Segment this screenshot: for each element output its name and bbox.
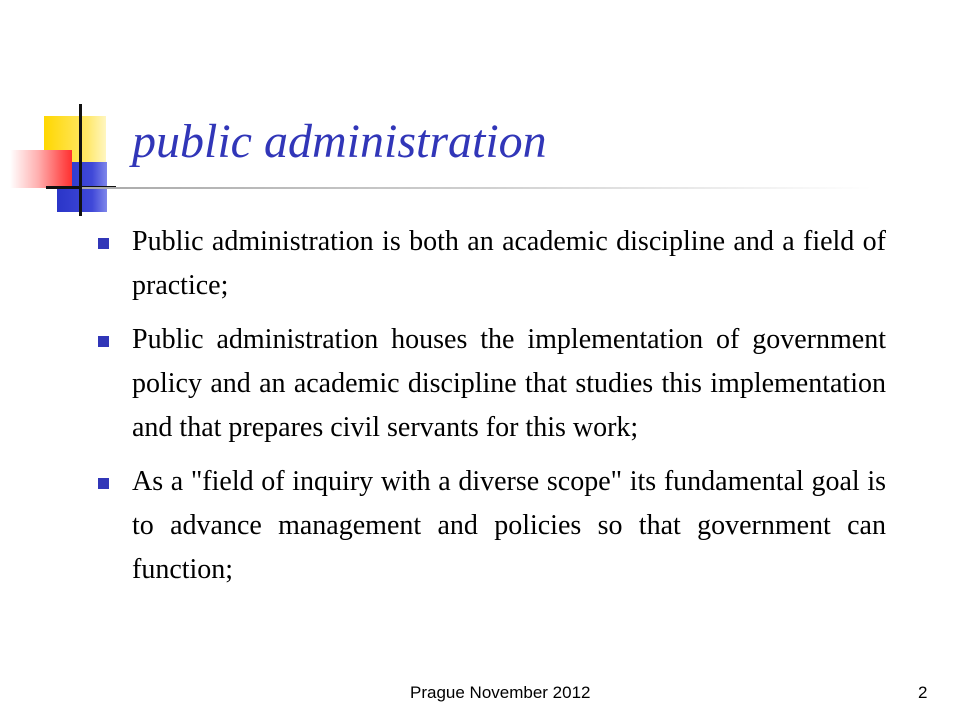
vertical-line-decoration — [79, 104, 82, 216]
square-bullet-icon — [98, 336, 109, 347]
bullet-text: Public administration is both an academic discipline and a field of practice; — [132, 226, 886, 301]
square-bullet-icon — [98, 238, 109, 249]
bullet-item-1 — [96, 220, 886, 308]
bullet-list — [96, 220, 886, 602]
bullet-item-2 — [96, 318, 886, 450]
decorative-logo — [0, 0, 140, 230]
square-bullet-icon — [98, 478, 109, 489]
title-underline — [82, 187, 872, 189]
bullet-item-3 — [96, 460, 886, 592]
bullet-text: As a "field of inquiry with a diverse scope" its fundamental goal is to advance management and policies so that government can function; — [132, 466, 886, 585]
slide-footer: Prague November 2012 — [410, 683, 591, 702]
bullet-text: Public administration houses the implementation of government policy and an academic discipline that studies this implementation and that prepares civil servants for this work; — [132, 324, 886, 443]
red-square-decoration — [10, 150, 72, 188]
slide-title: public administration — [132, 115, 547, 168]
page-number: 2 — [918, 683, 928, 702]
